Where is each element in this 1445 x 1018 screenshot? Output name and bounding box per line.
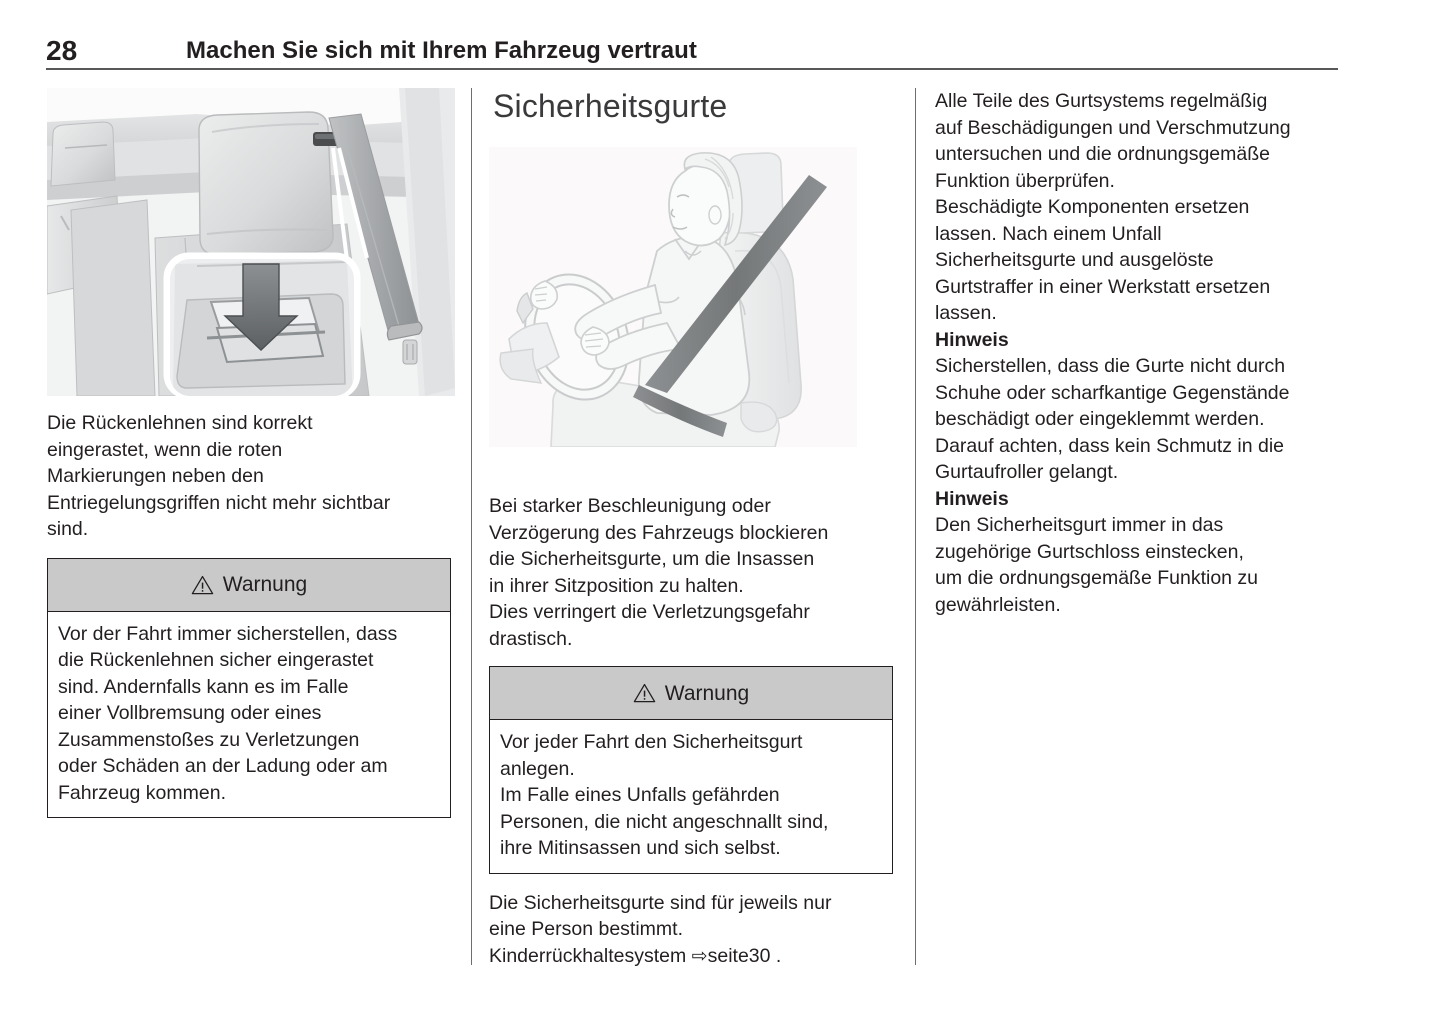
cross-reference-suffix: . — [775, 944, 782, 967]
warning-line: Zusammenstoßes zu Verletzungen — [58, 728, 360, 751]
rear-seat-backrest-latch-illustration — [47, 88, 455, 396]
note-line: Sicherstellen, dass die Gurte nicht durch — [935, 355, 1286, 377]
column-right — [935, 88, 1345, 618]
column-left — [47, 88, 457, 818]
paragraph-line: drastisch. — [489, 627, 573, 650]
paragraph-line: lassen. — [935, 302, 997, 324]
paragraph-line: Funktion überprüfen. — [935, 169, 1115, 192]
note-line: beschädigt oder eingeklemmt werden. — [935, 408, 1265, 430]
paragraph-line: die Sicherheitsgurte, um die Insassen — [489, 548, 815, 570]
left-column-paragraph — [47, 410, 457, 543]
paragraph-line: sind. — [47, 518, 89, 540]
warning-body — [490, 720, 892, 873]
driver-wearing-seat-belt-illustration — [489, 147, 857, 447]
note-line: um die ordnungsgemäße Funktion zu — [935, 567, 1259, 589]
warning-line: Fahrzeug kommen. — [58, 781, 226, 804]
page-header — [46, 34, 1342, 70]
paragraph-line: auf Beschädigungen und Verschmutzung — [935, 116, 1291, 139]
cross-reference-target: seite30 — [707, 944, 771, 967]
paragraph-line: Markierungen neben den — [47, 465, 264, 487]
warning-line: einer Vollbremsung oder eines — [58, 702, 322, 724]
right-column-paragraph-1 — [935, 88, 1345, 327]
paragraph-line: Verzögerung des Fahrzeugs blockieren — [489, 521, 829, 544]
warning-line: ihre Mitinsassen und sich selbst. — [500, 837, 781, 859]
note-line: Schuhe oder scharfkantige Gegenstände — [935, 381, 1290, 404]
paragraph-line: in ihrer Sitzposition zu halten. — [489, 574, 744, 597]
right-column-note-1 — [935, 327, 1345, 486]
warning-line: Vor jeder Fahrt den Sicherheitsgurt — [500, 731, 803, 753]
note-label: Hinweis — [935, 328, 1009, 351]
cross-reference[interactable] — [489, 943, 899, 971]
paragraph-line: eingerastet, wenn die roten — [47, 438, 283, 461]
paragraph-line: Entriegelungsgriffen nicht mehr sichtbar — [47, 491, 391, 514]
cross-reference-label: Kinderrückhaltesystem — [489, 944, 687, 967]
paragraph-line: Die Rückenlehnen sind korrekt — [47, 412, 313, 434]
warning-header — [490, 667, 892, 720]
middle-column-closing-paragraph — [489, 890, 899, 971]
warning-title: Warnung — [664, 681, 750, 705]
warning-box-backrest — [47, 558, 451, 819]
warning-triangle-icon — [191, 575, 214, 595]
column-middle — [489, 88, 899, 970]
paragraph-line: Dies verringert die Verletzungsgefahr — [489, 601, 810, 623]
warning-box-seat-belt — [489, 666, 893, 874]
warning-line: anlegen. — [500, 757, 575, 780]
note-line: Den Sicherheitsgurt immer in das — [935, 514, 1224, 536]
middle-column-paragraph — [489, 493, 899, 652]
column-divider-left — [471, 88, 472, 965]
note-line: zugehörige Gurtschloss einstecken, — [935, 540, 1244, 563]
warning-header — [48, 559, 450, 612]
column-divider-right — [915, 88, 916, 965]
paragraph-line: Sicherheitsgurte und ausgelöste — [935, 249, 1214, 271]
cross-reference-arrow-icon: ⇨ — [691, 945, 708, 967]
note-line: Gurtaufroller gelangt. — [935, 461, 1119, 483]
warning-title: Warnung — [222, 573, 308, 596]
warning-line: Vor der Fahrt immer sicherstellen, dass — [58, 622, 398, 645]
right-column-note-2 — [935, 486, 1345, 619]
section-heading-seat-belts: Sicherheitsgurte — [493, 88, 728, 124]
header-rule — [46, 68, 1338, 70]
paragraph-line: untersuchen und die ordnungsgemäße — [935, 143, 1270, 165]
chapter-title: Machen Sie sich mit Ihrem Fahrzeug vertraut — [186, 37, 697, 64]
page-number: 28 — [46, 35, 78, 66]
paragraph-line: Alle Teile des Gurtsystems regelmäßig — [935, 90, 1268, 112]
warning-body — [48, 612, 450, 818]
warning-triangle-icon — [633, 683, 656, 703]
paragraph-line: Die Sicherheitsgurte sind für jeweils nur — [489, 891, 832, 914]
warning-line: Personen, die nicht angeschnallt sind, — [500, 810, 829, 833]
note-line: gewährleisten. — [935, 593, 1061, 616]
note-line: Darauf achten, dass kein Schmutz in die — [935, 434, 1285, 457]
paragraph-line: lassen. Nach einem Unfall — [935, 222, 1162, 245]
warning-line: die Rückenlehnen sicher eingerastet — [58, 649, 374, 671]
paragraph-line: Bei starker Beschleunigung oder — [489, 495, 771, 517]
paragraph-line: Gurtstraffer in einer Werkstatt ersetzen — [935, 275, 1271, 298]
paragraph-line: eine Person bestimmt. — [489, 918, 684, 940]
warning-line: oder Schäden an der Ladung oder am — [58, 755, 388, 777]
note-label: Hinweis — [935, 487, 1009, 510]
paragraph-line: Beschädigte Komponenten ersetzen — [935, 196, 1250, 218]
warning-line: sind. Andernfalls kann es im Falle — [58, 675, 349, 698]
warning-line: Im Falle eines Unfalls gefährden — [500, 784, 780, 806]
